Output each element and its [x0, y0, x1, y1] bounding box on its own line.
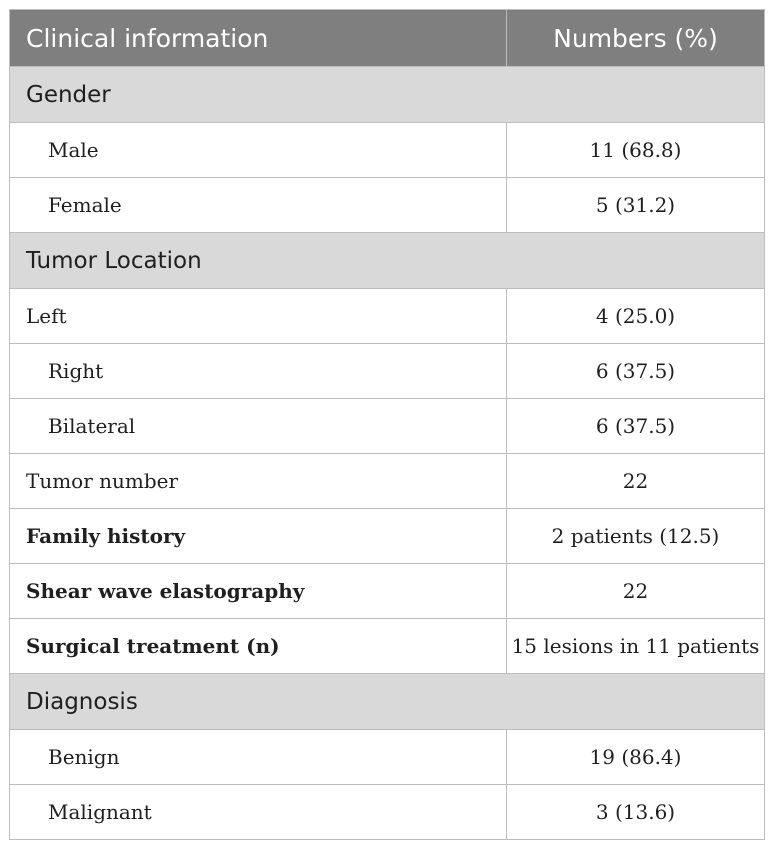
- row-label-right: Right: [10, 344, 507, 399]
- section-gender: [10, 67, 765, 123]
- table-row: [10, 454, 765, 509]
- table-row: [10, 344, 765, 399]
- row-value-family-history: 2 patients (12.5): [507, 509, 765, 564]
- section-diagnosis: [10, 674, 765, 730]
- header-row: [10, 10, 765, 67]
- section-title: Diagnosis: [10, 674, 765, 730]
- table-row: [10, 178, 765, 233]
- row-value-bilateral: 6 (37.5): [507, 399, 765, 454]
- clinical-info-table: [9, 9, 765, 840]
- row-value-shear-wave: 22: [507, 564, 765, 619]
- row-label-tumor-number: Tumor number: [10, 454, 507, 509]
- row-label-shear-wave: Shear wave elastography: [10, 564, 507, 619]
- row-label-bilateral: Bilateral: [10, 399, 507, 454]
- section-tumor-location: [10, 233, 765, 289]
- row-label-benign: Benign: [10, 730, 507, 785]
- table-row: [10, 730, 765, 785]
- section-title: Tumor Location: [10, 233, 765, 289]
- section-title: Gender: [10, 67, 765, 123]
- row-label-surgical-treatment: Surgical treatment (n): [10, 619, 507, 674]
- row-label-left: Left: [10, 289, 507, 344]
- row-value-left: 4 (25.0): [507, 289, 765, 344]
- table-row: [10, 289, 765, 344]
- row-label-female: Female: [10, 178, 507, 233]
- row-value-right: 6 (37.5): [507, 344, 765, 399]
- table-row: [10, 123, 765, 178]
- table-row: [10, 564, 765, 619]
- row-value-benign: 19 (86.4): [507, 730, 765, 785]
- header-clinical-information: Clinical information: [10, 10, 507, 67]
- row-label-family-history: Family history: [10, 509, 507, 564]
- table-row: [10, 509, 765, 564]
- row-value-female: 5 (31.2): [507, 178, 765, 233]
- row-label-male: Male: [10, 123, 507, 178]
- table-row: [10, 619, 765, 674]
- header-numbers: Numbers (%): [507, 10, 765, 67]
- row-value-tumor-number: 22: [507, 454, 765, 509]
- table-row: [10, 399, 765, 454]
- table-row: [10, 785, 765, 840]
- row-value-malignant: 3 (13.6): [507, 785, 765, 840]
- row-value-surgical-treatment: 15 lesions in 11 patients: [507, 619, 765, 674]
- row-label-malignant: Malignant: [10, 785, 507, 840]
- row-value-male: 11 (68.8): [507, 123, 765, 178]
